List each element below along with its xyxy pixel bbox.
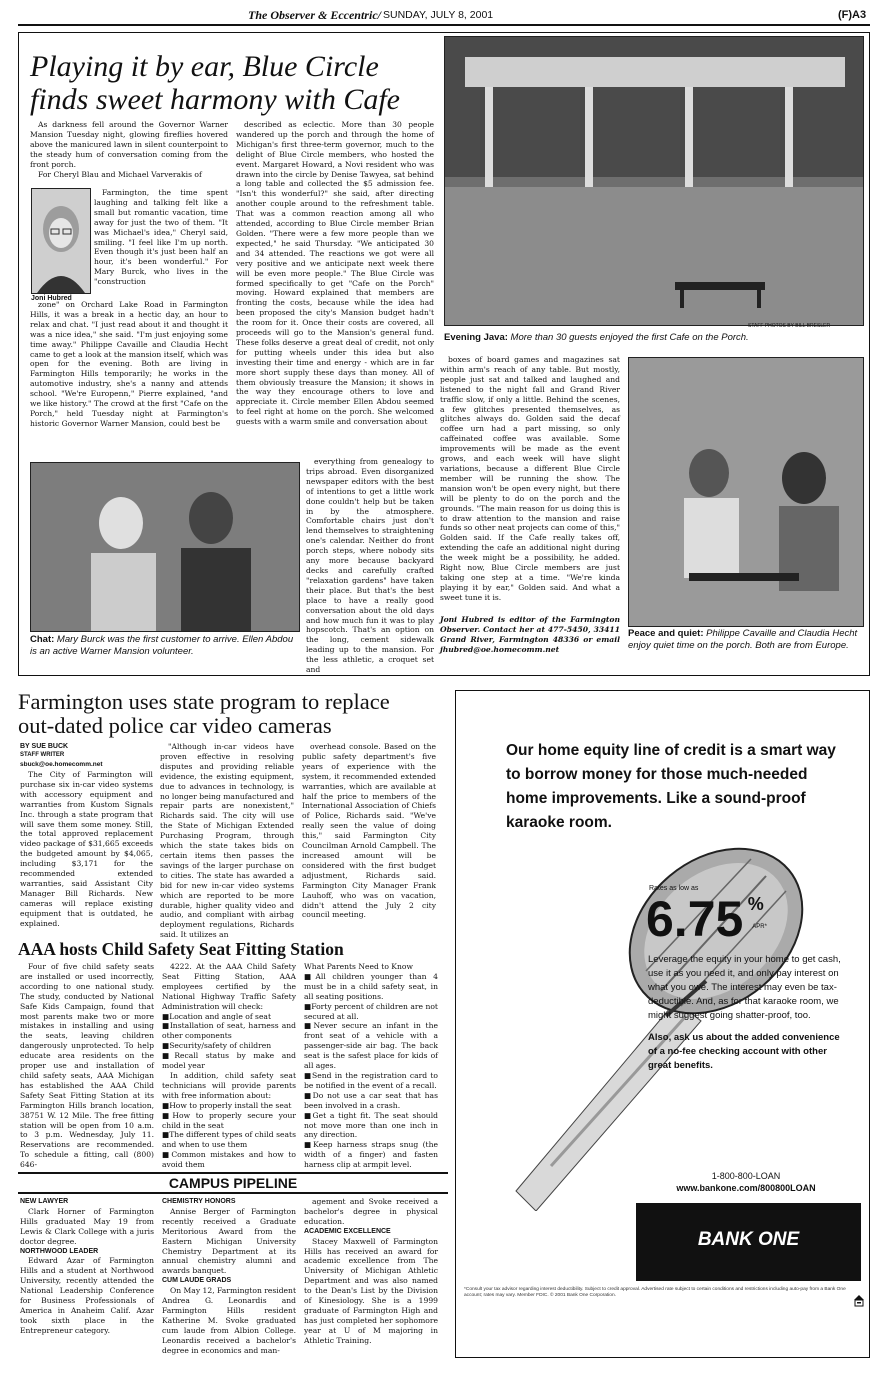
aaa-headline: AAA hosts Child Safety Seat Fitting Station (18, 939, 344, 959)
aaa-tip: ■ Get a tight fit. The seat should not move more than one inch in any direction. (304, 1111, 438, 1141)
photo-credit: STAFF PHOTOS BY BILL BRESLER (748, 323, 831, 329)
aaa-tip: ■ Keep harness straps snug (the width of a finger) and fasten harness clip at armpit level. (304, 1140, 438, 1170)
cafe-headline-line2: finds sweet harmony with Cafe (30, 83, 400, 116)
cafe-headline-line1: Playing it by ear, Blue Circle (30, 50, 379, 83)
couple-image (629, 358, 863, 626)
police-byline: BY SUE BUCK STAFF WRITER sbuck@oe.homecomm.net (20, 743, 103, 768)
rate-value: 6.75 % $^{APR*}$ (646, 891, 767, 947)
author-headshot (31, 188, 91, 294)
police-headline-line2: out-dated police car video cameras (18, 713, 332, 738)
brand-bar (636, 1203, 861, 1281)
aaa-tip: ■ Do not use a car seat that has been involved in a crash. (304, 1091, 438, 1111)
aaa-tip: ■ Forty percent of children are not secured at all. (304, 1002, 438, 1022)
cafe-col3: everything from genealogy to trips abroad. Even disorganized newspaper editors with the best of intentions to get a little work done couldn't help but be taken in by the atmosphere. Comfortable chairs just don't lend themselves to straightening one's calendar. Neither do front porch steps, where nobody sits any more because backyard decks and carefully crafted "relaxation gardens" have taken their place. But that's the best place to have a really good conversation about the old days and how much fun it was to play hopscotch. That's an option on the long, cement sidewalk leading up to the mansion. For the less athletic, a croquet set and (306, 457, 434, 675)
ad-disclaimer: *Consult your tax advisor regarding interest deductibility. Subject to credit approval. Advertised rate subject to certain conditions and restrictions including auto-pay from a Bank One account; rates may vary. Member FDIC. © 2001 Bank One Corporation. (464, 1287, 846, 1299)
author-label: Joni Hubred (31, 295, 72, 302)
aaa-check-item: ■ Security/safety of children (162, 1041, 296, 1051)
cafe-col1-top: As darkness fell around the Governor Warner Mansion Tuesday night, glowing fireflies hovered above the manicured lawn in silent counterpoint to the steady hum of conversation coming from the front porch. For Cheryl Blau and Michael Varverakis of (30, 120, 228, 179)
aaa-info-item: ■ The different types of child seats and when to use them (162, 1130, 296, 1150)
cafe-col1-bottom: zone" on Orchard Lake Road in Farmington Hills, it was a break in a hectic day, an hour to relax and chat. "I just read about it and thought it was a nice idea," she said. "I'm just enjoying some time away." Philippe Cavaille and Claudia Hecht came to get a look at the mansion itself, which was open for the evening. Both are living in Farmington Hills temporarily; he works in the automotive industry, she's a nanny and attends school. "We're Europenn," Pierre explained, "and we like history." The crowd at the first "Cafe on the Porch," held Tuesday night at Farmington's historic Governor Warner Mansion, could best be (30, 300, 228, 428)
aaa-info-item: ■ Common mistakes and how to avoid them (162, 1150, 296, 1170)
police-headline-line1: Farmington uses state program to replace (18, 689, 390, 714)
police-col2: "Although in-car videos have proven effective in resolving disputes and providing reliable evidence, the existing equipment, due to advances in technology, is no longer being manufactured and repair parts are nonexistent," Richards said. The city will use the State of Michigan Extended Purchasing Program, through which the state takes bids on certain items then passes the savings of the larger purchase on to cities. The state has awarded a bid for new in-car video systems which are reported to be more durable, higher quality video and audio, and compliant with airbag deployment regulations, Richards said. It utilizes an (160, 742, 294, 940)
aaa-col2: 4222. At the AAA Child Safety Seat Fitting Station, AAA employees certified by the National Highway Traffic Safety Administration will check: ■ Location and angle of seat ■ Installation of seat, harness and other components ■ Security/safety of children ■ Recall status by make and model year In addition, child safety seat technicians will provide parents with free information about: ■ How to properly install the seat ■ How to properly secure your child in the seat ■ The different types of child seats and when to use them ■ Common mistakes and how to avoid them (162, 962, 296, 1170)
ad-body2: Also, ask us about the added convenience of a no-fee checking account with other great benefits. (648, 1032, 840, 1071)
page-number: (F)A3 (838, 9, 867, 21)
campus-col3: agement and Svoke received a bachelor's degree in physical education. ACADEMIC EXCELLENCE Stacey Maxwell of Farmington Hills has received an award for academic excellence from The University of Michigan Athletic Department and was also named to the Dean's List by the Division of Kinesiology. She is a 1999 graduate of Farmington High and has just completed her sophomore year at U of M majoring in Athletic Training. (304, 1197, 438, 1345)
aaa-tip: ■ Send in the registration card to be notified in the event of a recall. (304, 1071, 438, 1091)
chat-image (31, 463, 299, 631)
masthead (0, 6, 884, 22)
aaa-check-item: ■ Recall status by make and model year (162, 1051, 296, 1071)
aaa-tip: ■ All children younger than 4 must be in a child safety seat, in all seating positions. (304, 972, 438, 1002)
bank-one-ad (455, 690, 870, 1358)
caption-peace-quiet: Peace and quiet: Philippe Cavaille and Claudia Hecht enjoy quiet time on the porch. Both are from Europe. (628, 628, 858, 651)
masthead-paper: The Observer & Eccentric/ (248, 8, 381, 22)
aaa-col3: What Parents Need to Know ■ All children younger than 4 must be in a child safety seat, in all seating positions. ■ Forty percent of children are not secured at all. ■ Never secure an infant in the front seat of a vehicle with a passenger-side air bag. The back seat is the safest place for kids of all ages. ■ Send in the registration card to be notified in the event of a recall. ■ Do not use a car seat that has been involved in a crash. ■ Get a tight fit. The seat should not move more than one inch in any direction. ■ Keep harness straps snug (the width of a finger) and fasten harness clip at armpit level. (304, 962, 438, 1170)
caption-evening-java: Evening Java: More than 30 guests enjoyed the first Cafe on the Porch. (444, 332, 749, 343)
ad-url: www.bankone.com/800800LOAN (676, 1183, 816, 1193)
campus-banner (18, 1172, 448, 1194)
aaa-check-item: ■ Installation of seat, harness and other components (162, 1021, 296, 1041)
equal-housing-icon (853, 1293, 865, 1309)
campus-title: CAMPUS PIPELINE (168, 1175, 298, 1191)
masthead-rule (18, 24, 870, 26)
aaa-tip: ■ Never secure an infant in the front seat of a vehicle with a passenger-side air bag. The back seat is the safest place for kids of all ages. (304, 1021, 438, 1071)
campus-col2: CHEMISTRY HONORS Annise Berger of Farmington recently received a Graduate Meritorious Award from the Eastern Michigan University Chemistry Department at its annual chemistry alumni and awards banquet. CUM LAUDE GRADS On May 12, Farmington resident Andrea G. Leonardis and Farmington Hills resident Katherine M. Svoke graduated cum laude from Albion College. Leonardis received a bachelor's degree in economics and man- (162, 1198, 296, 1355)
cafe-col4: boxes of board games and magazines sat within arm's reach of any table. But mostly, people just sat and talked and laughed and listened to the night fall and Grand River traffic slow, if only a little. Behind the scenes, a few glitches presented themselves, as glitches always do. Golden said the decaf coffee urn had a part missing, so only caffeinated coffee was available. Some improvements will be made as the event grows, and each week will have slight variations, because a different Blue Circle member will be running the show. The mansion won't be open every night, but there will be plenty to do on the porch and the grounds. "The main reason for us doing this is to draw attention to the mansion and raise funds so other neat projects can come of this," Golden said. If the Cafe really takes off, extending the cafe an additional night during the week might be a possibility, he added. Right now, Blue Circle members are just taking one step at a time. "We're kinda playing it by ear," Golden said. And what a sweet tune it is. (440, 355, 620, 602)
aaa-col1: Four of five child safety seats are installed or used incorrectly, according to one national study. The study, conducted by National Safe Kids Campaign, found that most parents make two or more mistakes in installing and using the seats, leaving children dangerously unprotected. To help educate area residents on the proper use and installation of child safety seats, AAA Michigan has established the AAA Child Safety Seat Fitting Station at its Farmington Hills branch location, 38751 W. 12 Mile. The free fitting station will be open from 10 a.m. to 3 p.m. Wednesday, July 11. Reservations are recommended. To schedule a fitting, call (800) 646- (20, 962, 154, 1170)
police-col1: The City of Farmington will purchase six in-car video systems with accessory equipment and warranties from Kustom Signals Inc. through a state program that will save them some money. Still, the total approved replacement video package of $31,665 exceeds the budgeted amount by $4,065, including $3,171 for the recommended extended warranties, said Assistant City Manager Bill Richards. New cameras will replace existing equipment that is outdated, he explained. (20, 770, 153, 928)
campus-col1: NEW LAWYER Clark Horner of Farmington Hills graduated May 19 from Lewis & Clark College with a juris doctor degree. NORTHWOOD LEADER Edward Azar of Farmington Hills and a student at Northwood University, recently attended the National Leadership Conference for Business Professionals of America in Anaheim Calif. Azar took sixth place in the Entrepreneur category. (20, 1198, 154, 1335)
peace-quiet-photo (628, 357, 864, 627)
bank-one-logo: BANK ONE (697, 1229, 800, 1250)
ad-body: Leverage the equity in your home to get cash, use it as you need it, and only pay interest on what you owe. The interest may even be tax-deductible. And, as for that karaoke room, we might suggest going shatter-proof, too. (648, 954, 841, 1021)
aaa-info-item: ■ How to properly install the seat (162, 1101, 296, 1111)
cafe-col1-beside: Farmington, the time spent laughing and talking felt like a small but romantic vacation, time away for just the two of them. "It was Michael's idea," Cheryl said, smiling. "I feel like I'm up north. Even though it's just been half an hour, it's been wonderful." For Mary Burck, who lives in the "construction (94, 188, 228, 287)
police-headline (18, 690, 443, 738)
cafe-headline (30, 50, 440, 116)
ad-phone: 1-800-800-LOAN (711, 1171, 781, 1181)
author-headshot-image (32, 189, 90, 293)
evening-java-photo (444, 36, 864, 326)
caption-chat: Chat: Mary Burck was the first customer to arrive. Ellen Abdou is an active Warner Mansion volunteer. (30, 634, 294, 657)
porch-image (445, 37, 863, 325)
aaa-info-item: ■ How to properly secure your child in the seat (162, 1111, 296, 1131)
cafe-tagline: Joni Hubred is editor of the Farmington Observer. Contact her at 477-5450, 33411 Grand River, Farmington 48336 or email jhubred@oe.homecomm.net (440, 615, 620, 654)
rates-label: Rates as low as (649, 885, 699, 892)
ad-headline: Our home equity line of credit is a smart way to borrow money for those much-needed home improvements. Like a sound-proof karaoke room. (506, 742, 836, 831)
police-col3: overhead console. Based on the public safety department's five years of experience with the system, it recommended extended warranties, which are available at half the price to members of the International Association of Chiefs of Police, Richards said. "We've really seen the value of doing this," said Farmington City Councilman Arnold Campbell. The increased amount will be considered with the first budget adjustment, Richards said. Farmington City Manager Frank Lauhoff, who was on vacation, didn't attend the July 2 city council meeting. (302, 742, 436, 920)
cafe-col2: described as eclectic. More than 30 people wandered up the porch and through the home of Michigan's first three-term governor, much to the delight of Blue Circle members, who hosted the event. Margaret Howard, a Novi resident who was drawn into the circle by Denise Tawyea, sat behind a long table and collected the $5 admission fee. "Isn't this wonderful?" she said, after directing another couple around to the refreshment table. That was a common reaction among all who attended, according to Blue Circle member Brian Golden. "There were a few more people than we expected," he said Thursday. "We anticipated 30 and 34 attended. The reactions we got were all very positive and we anticipate next week there will be even more people." The Blue Circle was formed specifically to get "Cafe on the Porch" moving. Howard explained that members are fronting the costs, because while the idea had been proposed the city's Mansion budget hadn't the room for it. Once their costs are covered, all proceeds will go to the Mansion's general fund. These folks deserve a great deal of credit, not only for putting wheels under this idea but also investing their time and energy - which are in far more short supply these days than money. All of them obviously treasure the Mansion; it shows in the way they encourage others to love and appreciate it. Circle member Ellen Abdou seemed to feel right at home on the porch. She welcomed guests with a warm smile and conversation about (236, 120, 434, 427)
chat-photo (30, 462, 300, 632)
masthead-date: SUNDAY, JULY 8, 2001 (383, 9, 494, 21)
aaa-check-item: ■ Location and angle of seat (162, 1012, 296, 1022)
